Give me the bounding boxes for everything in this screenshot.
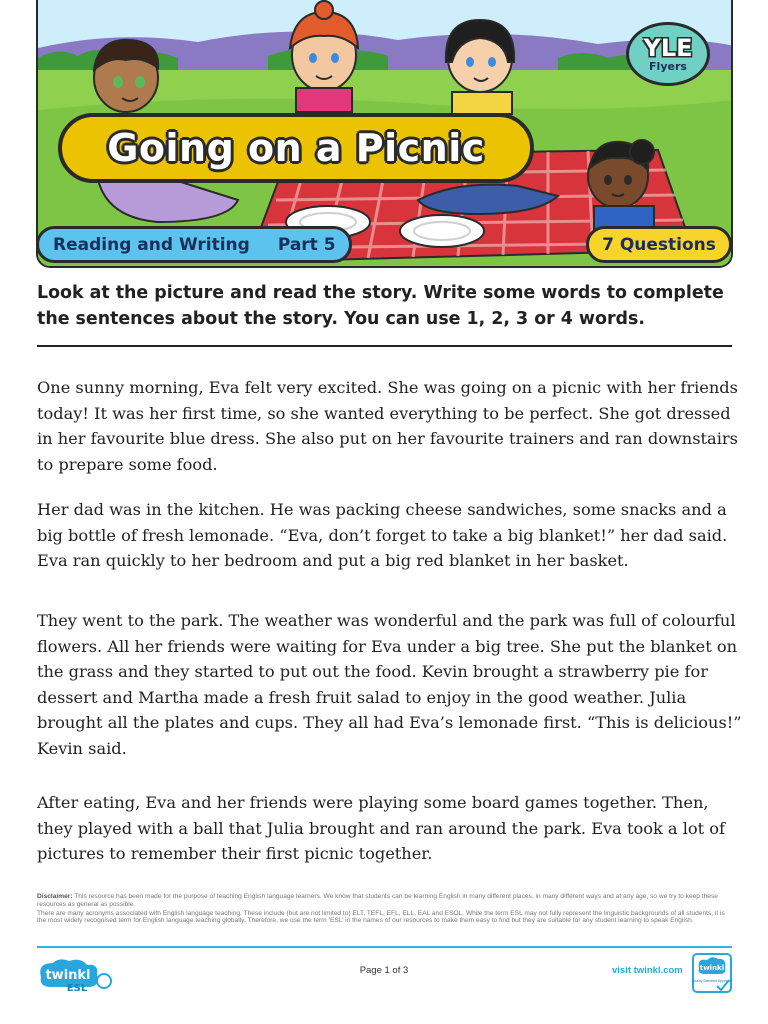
- seal-sub: Quality Standard Approved: [691, 979, 733, 983]
- section-label: Reading and Writing: [53, 234, 250, 255]
- page-number: Page 1 of 3: [359, 965, 409, 976]
- badge-yle: YLE: [643, 33, 693, 62]
- page-title: Going on a Picnic: [107, 126, 485, 170]
- yle-flyers-badge: [626, 22, 710, 86]
- instructions: Look at the picture and read the story. Write some words to complete the sentences about the story. You can use 1, 2, 3 or 4 words.: [37, 283, 724, 329]
- disclaimer: [37, 893, 732, 925]
- story-paragraph-1: One sunny morning, Eva felt very excited. She was going on a picnic with her friends today! It was her first time, so she wanted everything to be perfect. She got dressed in her favourite blue dress. She also put on her favourite trainers and ran downstairs to prepare some food.: [37, 378, 738, 474]
- quality-seal-icon: [691, 952, 733, 994]
- logo-sub: ESL: [66, 983, 88, 993]
- story-paragraph-3: They went to the park. The weather was wonderful and the park was full of colourful flowers. All her friends were waiting for Eva under a big tree. She put the blanket on the grass and they started to put out the food. Kevin brought a strawberry pie for dessert and Martha made a fresh fruit salad to enjoy in the good weather. Julia brought all the plates and cups. They all had Eva’s lemonade first. “This is delicious!” Kevin said.: [37, 611, 742, 758]
- part-label: Part 5: [277, 234, 336, 255]
- title-pill: [58, 113, 534, 183]
- disclaimer-label: Disclaimer:: [37, 893, 73, 900]
- section-info-bar: [36, 226, 352, 263]
- disclaimer-line-2: There are many acronyms associated with English language teaching. These include (but are not limited to) ELT, TEFL, EFL, ELL, EAL and ESOL. While the term ESL may not fully represent the linguistic backgrounds of all students, it is the most widely recognised term for English language teaching globally. Therefore, we use the term ‘ESL’ in the names of our resources to make them easy to find but they are suitable for any student learning to speak English.: [37, 909, 725, 925]
- disclaimer-line-1: This resource has been made for the purpose of teaching English language learners. We know that students can be learning English in many different places, in many different ways and at any age, so we try to keep these resources as general as possible.: [37, 893, 718, 908]
- footer-rule: [37, 946, 732, 948]
- questions-count: 7 Questions: [586, 226, 732, 263]
- story-paragraph-2: Her dad was in the kitchen. He was packing cheese sandwiches, some snacks and a big bottle of fresh lemonade. “Eva, don’t forget to take a big blanket!” her dad said. Eva ran quickly to her bedroom and put a big red blanket in her basket.: [37, 500, 728, 571]
- seal-text: twinkl: [699, 964, 725, 972]
- badge-flyers: Flyers: [649, 59, 687, 73]
- logo-text: twinkl: [45, 968, 91, 983]
- divider-rule: [37, 345, 732, 347]
- visit-link[interactable]: visit twinkl.com: [612, 965, 683, 976]
- story-paragraph-4: After eating, Eva and her friends were playing some board games together. Then, they played with a ball that Julia brought and ran around the park. Eva took a lot of pictures to remember their first picnic together.: [37, 793, 726, 864]
